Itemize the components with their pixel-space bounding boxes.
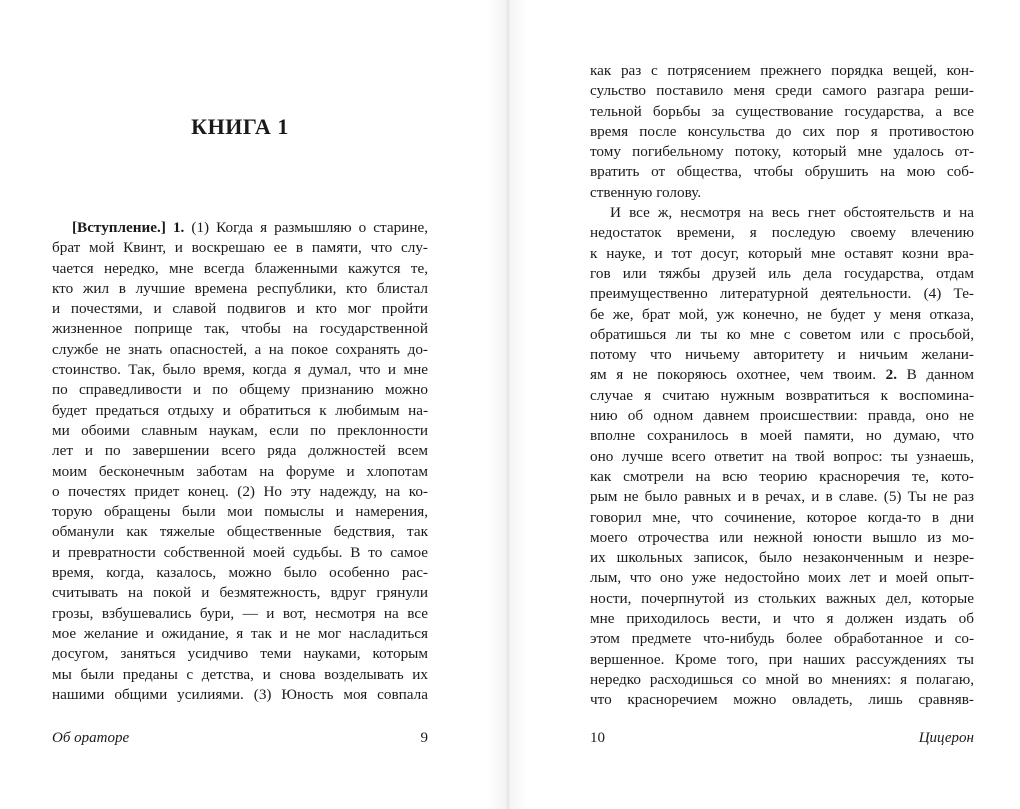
text-line: к науке, и тот досуг, который мне оставят козни вра- (590, 244, 974, 262)
text-line: оно лучше всего ответит на твой вопрос: ты узнаешь, (590, 447, 974, 465)
text-line: И все ж, несмотря на весь гнет обстоятельств и на (610, 204, 974, 222)
text-line: как раз с потрясением прежнего порядка вещей, кон- (590, 62, 974, 79)
text-line: кто жил в лучшие времена республики, кто блистал (52, 279, 428, 297)
text-line: грозы, взбушевались бури, — и вот, несмотря на все (52, 604, 428, 622)
text-line-content: В данном (897, 366, 974, 384)
text-line: время, когда, казалось, можно было особенно рас- (52, 564, 428, 582)
text-line: мне приходилось вести, и что я должен издать об (590, 610, 974, 628)
text-line: и превратности собственной моей судьбы. В то самое (52, 543, 428, 561)
text-line: говорил мне, что сочинение, которое когда-то в дни (590, 508, 974, 526)
text-line: рым не было равных и в речах, и в славе. (5) Ты не раз (590, 488, 974, 506)
text-line: тому погибельному потоку, который мне удалось от- (590, 143, 974, 161)
section-number: 1. (172, 219, 185, 236)
intro-label: [Вступление.] (72, 219, 166, 236)
text-line: время после консульства до сих пор я противостою (590, 122, 974, 140)
text-line: недостаток времени, я последую своему влечению (590, 224, 974, 242)
text-line: случае я считаю нужным возвратиться к воспомина- (590, 386, 974, 404)
text-line: службе не знать опасностей, а на покое сохранять до- (52, 340, 428, 358)
section-number: 2. (885, 366, 898, 384)
text-line: чается нередко, мне всегда блаженными кажутся те, (52, 259, 428, 277)
text-line: моего отрочества или нежной юности вышло из мо- (590, 528, 974, 546)
text-line: бе же, брат мой, уж конечно, не будет у меня отказа, (590, 305, 974, 323)
text-line: жизненное поприще так, чтобы на государственной (52, 320, 428, 338)
text-line: по справедливости и по общему признанию можно (52, 381, 428, 399)
text-line (590, 365, 974, 385)
text-line: этом предмете что-нибудь более обработанное и со- (590, 630, 974, 648)
text-line: лет и по завершении всего ряда должностей всем (52, 442, 428, 460)
text-line: ми обоими славным наукам, если по преклонности (52, 421, 428, 439)
text-line: потому что ничьему авторитету и ничьим желани- (590, 346, 974, 364)
text-line: будет предаться отдыху и обратиться к любимым на- (52, 401, 428, 419)
right-page-text (590, 61, 974, 711)
text-line: их школьных записок, было незаконченным и незре- (590, 549, 974, 567)
text-line: брат мой Квинт, и воскрешаю ее в памяти, что слу- (52, 239, 428, 257)
right-page (508, 0, 1020, 809)
text-line: ности, почерпнутой из стольких важных дел, которые (590, 589, 974, 607)
text-line (52, 218, 428, 238)
left-page-text (52, 218, 428, 705)
text-line: обманули как тяжелые общественные бедствия, так (52, 523, 428, 541)
right-running-footer: Цицерон (918, 730, 974, 746)
left-page (0, 0, 508, 809)
text-line: ственную голову. (590, 183, 702, 201)
text-line: мое желание и ожидание, я так и не мог насладиться (52, 624, 428, 642)
text-line: досугом, заняться усидчиво теми науками, которым (52, 645, 428, 663)
text-line: тельной борьбы за существование государства, а все (590, 102, 974, 120)
text-line: нашими общими усилиями. (3) Юность моя совпала (52, 685, 428, 703)
text-line: о почестях придет конец. (2) Но эту надежду, на ко- (52, 482, 428, 500)
text-line: лым, что оно уже недостойно моих лет и моей опыт- (590, 569, 974, 587)
text-line: считывать на покой и безмятежность, вдруг грянули (52, 584, 428, 602)
left-page-number: 9 (420, 730, 428, 746)
text-line: мы были преданы с детства, и снова возделывать их (52, 665, 428, 683)
text-line: что красноречием можно овладеть, лишь сравняв- (590, 691, 974, 709)
text-line: и почестями, и славой подвигов и кто мог пройти (52, 300, 428, 318)
text-line: нередко расходишься со мной во мнениях: я полагаю, (590, 670, 974, 688)
text-line: гов или тяжбы друзей иль дела государства, отдам (590, 264, 974, 282)
text-line: вершенное. Кроме того, при наших рассуждениях ты (590, 650, 974, 668)
text-line: моим бесконечным заботам на форуме и хлопотам (52, 462, 428, 480)
text-line: обратишься ли ты ко мне с советом или с просьбой, (590, 325, 974, 343)
text-line: как смотрели на всю теорию красноречия те, кото- (590, 467, 974, 485)
book-title: КНИГА 1 (191, 114, 289, 139)
left-running-footer: Об ораторе (52, 730, 130, 746)
text-line: нию об одном давнем происшествии: правда, оно не (590, 407, 974, 425)
text-line: вратить от общества, чтобы обрушить на мою соб- (590, 163, 974, 181)
text-line: торую обращены были мои помыслы и намерения, (52, 503, 428, 521)
text-line: преимущественно литературной деятельности. (4) Те- (590, 285, 974, 303)
text-line-content: ям я не покоряюсь охотнее, чем твоим. (590, 366, 877, 384)
text-line-content: (1) Когда я размышляю о старине, (184, 219, 428, 236)
text-line: сульство поставило меня среди самого разгара реши- (590, 82, 974, 100)
right-page-number: 10 (590, 730, 605, 746)
text-line: стоинство. Так, было время, когда я думал, что и мне (52, 361, 428, 379)
text-line: вполне сохранилось в моей памяти, но думаю, что (590, 427, 974, 445)
